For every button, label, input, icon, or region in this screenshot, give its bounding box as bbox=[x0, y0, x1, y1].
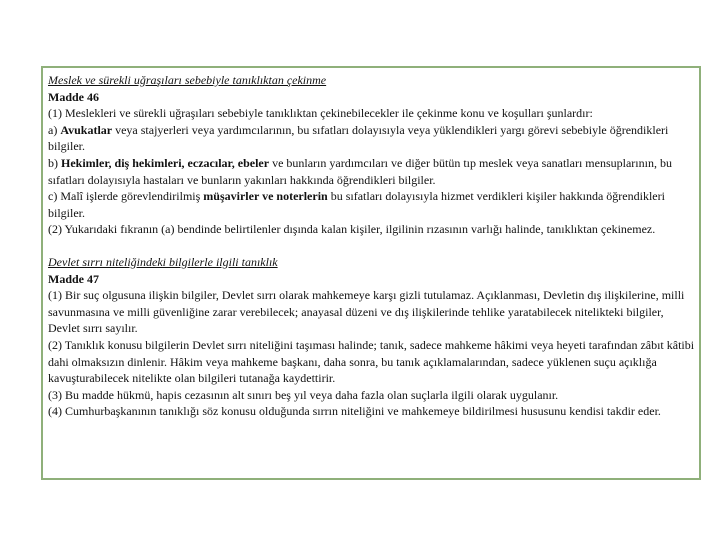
section-gap bbox=[48, 238, 698, 254]
article-47-paragraph-2: (2) Tanıklık konusu bilgilerin Devlet sırrı niteliğini taşıması halinde; tanık, sadece mahkeme hâkimi veya heyeti tarafından zâbıt kâtibi dahi olmaksızın dinlenir. Hâkim veya mahkeme başkanı, daha sonra, bu tanık açıklamalarından, sadece yüklenen suçu açıklığa kavuşturabilecek nitelikte olan bilgileri tutanağa kaydettirir. bbox=[48, 337, 695, 386]
item-b-text: ve bunların yardımcıları ve diğer bütün tıp meslek veya sanatları mensuplarının, bu sıfatları dolayısıyla hastaları ve bunların yakınları hakkında öğrendikleri bilgiler. bbox=[48, 155, 672, 187]
article-46-paragraph-1: (1) Meslekleri ve sürekli uğraşıları sebebiyle tanıklıktan çekinebilecekler ile çekinme konu ve koşulları şunlardır: bbox=[48, 106, 593, 121]
item-a-bold: Avukatlar bbox=[60, 122, 113, 137]
item-c-prefix: c) Malî işlerde görevlendirilmiş bbox=[48, 189, 204, 204]
item-a-text: veya stajyerleri veya yardımcılarının, bu sıfatları dolayısıyla veya yüklendikleri yargı görevi sebebiyle öğrendikleri bilgiler. bbox=[48, 122, 669, 154]
section-heading-2: Devlet sırrı niteliğindeki bilgilerle ilgili tanıklık bbox=[48, 254, 278, 269]
item-b-prefix: b) bbox=[48, 155, 61, 170]
article-title-47: Madde 47 bbox=[48, 271, 99, 286]
article-47-paragraph-1: (1) Bir suç olgusuna ilişkin bilgiler, Devlet sırrı olarak mahkemeye karşı gizli tutulamaz. Açıklanması, Devletin dış ilişkilerine, milli savunmasına ve milli güvenliğine zarar verebilecek; anayasal düzeni ve dış ilişkilerinde tehlike yaratabilecek nitelikteki bilgiler, Devlet sırrı sayılır. bbox=[48, 288, 685, 336]
item-c-text: bu sıfatları dolayısıyla hizmet verdikleri kişiler hakkında öğrendikleri bilgiler. bbox=[48, 189, 665, 220]
article-title-46: Madde 46 bbox=[48, 89, 99, 104]
section-heading-1: Meslek ve sürekli uğraşıları sebebiyle tanıklıktan çekinme bbox=[48, 73, 327, 87]
article-46-item-a bbox=[48, 122, 698, 155]
article-47-paragraph-3: (3) Bu madde hükmü, hapis cezasının alt sınırı beş yıl veya daha fazla olan suçlarla ilgili olarak uygulanır. bbox=[48, 387, 559, 402]
document-content bbox=[48, 72, 698, 420]
article-46-paragraph-2: (2) Yukarıdaki fıkranın (a) bendinde belirtilenler dışında kalan kişiler, ilgilinin rızasının varlığı halinde, tanıklıktan çekinemez. bbox=[48, 222, 656, 237]
item-c-bold: müşavirler ve noterlerin bbox=[203, 189, 328, 204]
article-47-paragraph-4: (4) Cumhurbaşkanının tanıklığı söz konusu olduğunda sırrın niteliğini ve mahkemeye bildirilmesi hususunu kendisi takdir eder. bbox=[48, 404, 661, 419]
item-a-prefix: a) bbox=[48, 122, 61, 137]
item-b-bold: Hekimler, diş hekimleri, eczacılar, ebeler bbox=[61, 155, 270, 170]
article-46-item-b bbox=[48, 155, 698, 188]
article-46-item-c bbox=[48, 188, 698, 221]
